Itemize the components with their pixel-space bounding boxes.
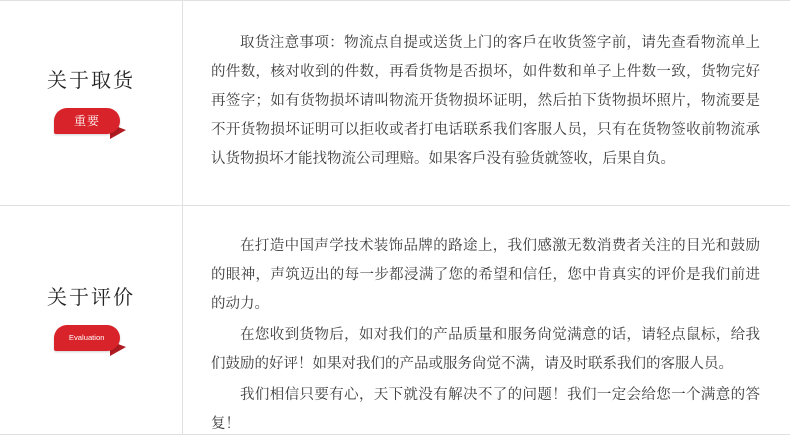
pickup-text-column	[183, 1, 790, 205]
review-paragraph-2: 在您收到货物后，如对我们的产品质量和服务尙觉满意的话，请轻点鼠标，给我们鼓励的好评！如果对我们的产品或服务尙觉不满，请及时联系我们的客服人员。	[211, 327, 760, 372]
review-paragraph-3: 我们相信只要有心，天下就没有解决不了的问题！我们一定会给您一个满意的答复！	[211, 387, 760, 432]
pickup-title: 关于取货	[47, 70, 135, 92]
pickup-paragraph: 取货注意事项：物流点自提或送货上门的客戶在收货签字前，请先查看物流单上的件数，核对收到的件数，再看货物是否损坏，如件数和单子上件数一致，货物完好再签字；如有货物损坏请叫物流开货物损坏证明，然后拍下货物损坏照片，物流要是不开货物损坏证明可以拒收或者打电话联系我们客服人员，只有在货物签收前物流承认货物损坏才能找物流公司理赔。如果客戶没有验货就签收，后果自负。	[211, 35, 760, 167]
pickup-badge	[54, 108, 128, 138]
review-title: 关于评价	[47, 287, 135, 309]
badge-shape	[54, 325, 120, 351]
review-label-column	[0, 206, 183, 434]
review-badge	[54, 325, 128, 355]
badge-shape	[54, 108, 120, 134]
review-badge-label: Evaluation	[69, 333, 105, 342]
section-pickup	[0, 1, 790, 206]
review-text-column	[183, 206, 790, 434]
review-paragraph-1: 在打造中国声学技术装饰品牌的路途上，我们感激无数消费者关注的目光和鼓励的眼神，声筑迈出的每一步都浸满了您的希望和信任，您中肯真实的评价是我们前进的动力。	[211, 238, 760, 312]
pickup-badge-label: 重要	[73, 114, 100, 128]
pickup-label-column	[0, 1, 183, 205]
section-review	[0, 206, 790, 434]
